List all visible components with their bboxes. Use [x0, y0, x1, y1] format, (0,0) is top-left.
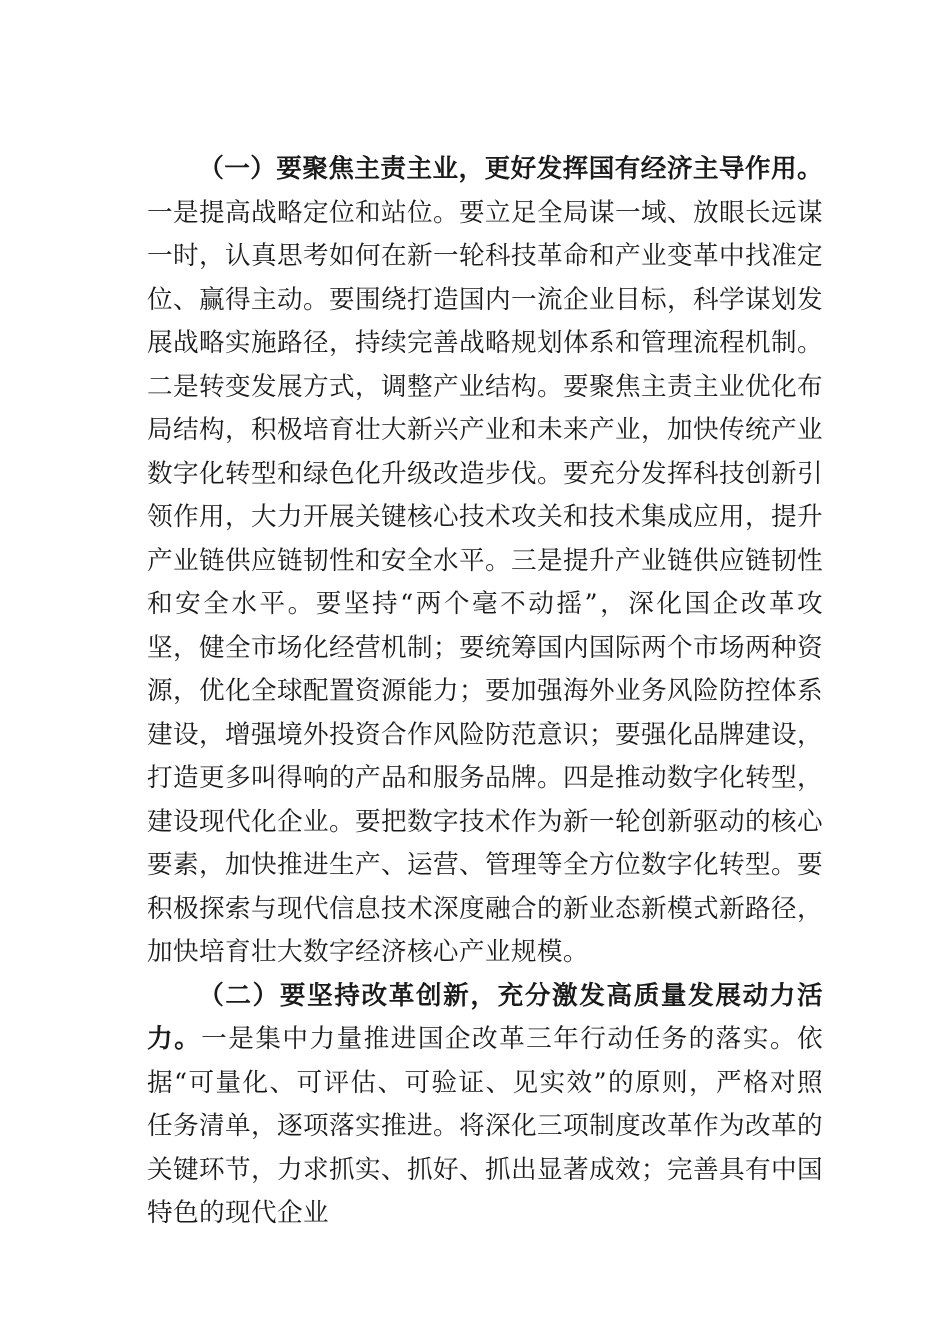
document-body — [147, 148, 823, 1236]
paragraph-1-text: 一是提高战略定位和站位。要立足全局谋一域、放眼长远谋一时，认真思考如何在新一轮科技革命和产业变革中找准定位、赢得主动。要围绕打造国内一流企业目标，科学谋划发展战略实施路径，持续完善战略规划体系和管理流程机制。二是转变发展方式，调整产业结构。要聚焦主责主业优化布局结构，积极培育壮大新兴产业和未来产业，加快传统产业数字化转型和绿色化升级改造步伐。要充分发挥科技创新引领作用，大力开展关键核心技术攻关和技术集成应用，提升产业链供应链韧性和安全水平。三是提升产业链供应链韧性和安全水平。要坚持“两个毫不动摇”，深化国企改革攻坚，健全市场化经营机制；要统筹国内国际两个市场两种资源，优化全球配置资源能力；要加强海外业务风险防控体系建设，增强境外投资合作风险防范意识；要强化品牌建设，打造更多叫得响的产品和服务品牌。四是推动数字化转型，建设现代化企业。要把数字技术作为新一轮创新驱动的核心要素，加快推进生产、运营、管理等全方位数字化转型。要积极探索与现代信息技术深度融合的新业态新模式新路径，加快培育壮大数字经济核心产业规模。 — [147, 197, 823, 967]
paragraph-2-heading: （二）要坚持改革创新，充分激发高质量发展动力活力。 — [147, 980, 823, 1054]
paragraph-1-heading: （一）要聚焦主责主业，更好发挥国有经济主导作用。 — [198, 154, 823, 184]
paragraph-2-text: 一是集中力量推进国企改革三年行动任务的落实。依据“可量化、可评估、可验证、见实效”的原则，严格对照任务清单，逐项落实推进。将深化三项制度改革作为改革的关键环节，力求抓实、抓好、抓出显著成效；完善具有中国特色的现代企业 — [147, 1024, 823, 1228]
paragraph-2 — [147, 975, 823, 1236]
paragraph-1 — [147, 148, 823, 975]
